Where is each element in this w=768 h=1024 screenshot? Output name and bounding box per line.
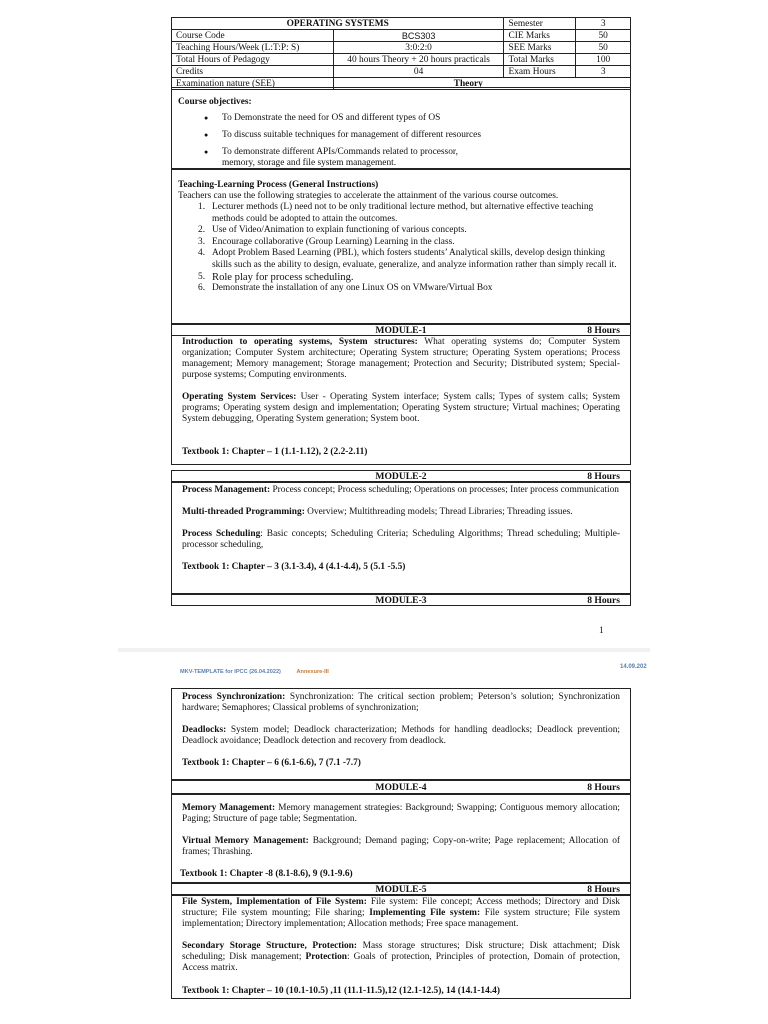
topic-text: What operating systems do; Computer System organization; Computer System architecture; Operating System structure; Operating System operations; Process management; Memory management; Storage management; Protection and Security; Distributed system; Special-purpose systems; Computing environments. xyxy=(182,337,620,380)
row-right-label: Exam Hours xyxy=(504,66,576,78)
row-label: Total Hours of Pedagogy xyxy=(172,54,334,66)
list-item: ● To Demonstrate the need for OS and different types of OS xyxy=(178,113,624,124)
module-hours: 8 Hours xyxy=(587,782,620,793)
topic-heading: Multi-threaded Programming: xyxy=(182,507,305,517)
objectives-title: Course objectives: xyxy=(178,97,252,107)
list-item xyxy=(178,237,624,249)
item-number: 6. xyxy=(198,283,206,294)
row-label: Examination nature (SEE) xyxy=(172,78,334,90)
module-paragraph xyxy=(182,485,620,496)
module-paragraph xyxy=(182,337,620,381)
topic-heading: Process Synchronization: xyxy=(182,692,286,702)
teaching-title: Teaching-Learning Process (General Instructions) xyxy=(178,180,379,190)
topic-text: Memory management strategies: Background; Swapping; Contiguous memory allocation; Paging; Structure of page table; Segmentation. xyxy=(182,803,620,824)
revision-date: 14.09.202 xyxy=(620,664,647,670)
exam-nature-value: Theory xyxy=(453,78,483,89)
topic-text: System model; Deadlock characterization; Methods for handling deadlocks; Deadlock prevention; Deadlock avoidance; Deadlock detection and recovery from deadlock. xyxy=(182,725,620,746)
module-paragraph xyxy=(182,836,620,858)
module-2-body xyxy=(171,482,631,594)
topic-heading: Operating System Services: xyxy=(182,392,297,402)
row-right-value: 50 xyxy=(576,30,631,42)
textbook-reference: Textbook 1: Chapter – 1 (1.1-1.12), 2 (2.2-2.11) xyxy=(182,447,368,457)
teaching-learning-box xyxy=(171,169,631,324)
item-number: 2. xyxy=(198,225,206,236)
module-paragraph xyxy=(182,725,620,747)
module-paragraph xyxy=(182,392,620,425)
row-right-value: 3 xyxy=(576,66,631,78)
objective-line: memory, storage and file system management. xyxy=(222,158,397,168)
textbook-reference: Textbook 1: Chapter -8 (8.1-8.6), 9 (9.1-9.6) xyxy=(180,869,353,879)
objective-line: To demonstrate different APIs/Commands related to processor, xyxy=(222,147,458,157)
list-item xyxy=(178,225,624,237)
textbook-reference: Textbook 1: Chapter – 10 (10.1-10.5) ,11 (11.1-11.5),12 (12.1-12.5), 14 (14.1-14.4) xyxy=(182,986,500,996)
item-number: 1. xyxy=(198,202,206,212)
topic-text: : Goals of protection, Principles of protection, Domain of protection, Access matrix. xyxy=(182,952,620,973)
row-right-label: SEE Marks xyxy=(504,42,576,54)
row-value: 3:0:2:0 xyxy=(333,42,504,54)
textbook-reference: Textbook 1: Chapter – 6 (6.1-6.6), 7 (7.1 -7.7) xyxy=(182,758,361,768)
row-label: Course Code xyxy=(172,30,334,42)
topic-heading: Protection xyxy=(305,952,348,962)
teaching-list xyxy=(178,202,624,295)
module-paragraph xyxy=(182,507,620,518)
module-title: MODULE-4 xyxy=(375,782,427,793)
list-item: ● To discuss suitable techniques for management of different resources xyxy=(178,130,624,141)
item-text: Adopt Problem Based Learning (PBL), which fosters students’ Analytical skills, develop design thinking skills such as the ability to design, evaluate, generalize, and analyze information rather than simply recall it. xyxy=(212,248,617,270)
topic-text: User - Operating System interface; System calls; Types of system calls; System programs; Operating system design and implementation; Operating System structure; Virtual machines; Operating System debugging, Operating System generation; System boot. xyxy=(182,392,621,424)
page-break xyxy=(118,648,650,652)
module-2-header xyxy=(171,470,631,482)
module-title: MODULE-1 xyxy=(375,325,427,336)
topic-text: File system: File concept; Access methods; Directory and Disk structure; File system mounting; File sharing; xyxy=(182,897,620,918)
list-item xyxy=(178,283,624,295)
module-paragraph xyxy=(182,692,620,714)
topic-heading: Memory Management: xyxy=(182,803,276,813)
course-objectives-box xyxy=(171,87,631,169)
row-right-label: CIE Marks xyxy=(504,30,576,42)
page-number: 1 xyxy=(599,626,604,636)
row-value: 04 xyxy=(333,66,504,78)
module-hours: 8 Hours xyxy=(587,471,620,482)
template-name: MKV-TEMPLATE for IPCC (26.04.2022) xyxy=(180,669,281,675)
module-4-header xyxy=(171,780,631,794)
module-paragraph xyxy=(182,941,620,974)
topic-heading: Process Management: xyxy=(182,485,271,495)
module-3-header xyxy=(171,594,631,606)
course-title: OPERATING SYSTEMS xyxy=(172,18,504,30)
topic-text: : Basic concepts; Scheduling Criteria; Scheduling Algorithms; Thread scheduling; Multiple-processor scheduling, xyxy=(182,529,620,550)
annexure-label: Annexure-III xyxy=(296,669,329,675)
row-right-label: Total Marks xyxy=(504,54,576,66)
objectives-list xyxy=(178,113,624,169)
topic-text: Background; Demand paging; Copy-on-write; Page replacement; Allocation of frames; Thrashing. xyxy=(182,836,621,857)
topic-heading: File System, Implementation of File System: xyxy=(182,897,367,907)
list-item xyxy=(178,272,624,284)
topic-heading: Process Scheduling xyxy=(182,529,261,539)
topic-heading: Implementing File system: xyxy=(369,908,481,918)
template-label xyxy=(180,669,329,675)
module-title: MODULE-5 xyxy=(375,884,427,895)
row-right-value: 50 xyxy=(576,42,631,54)
row-value: BCS303 xyxy=(333,30,504,42)
textbook-reference: Textbook 1: Chapter – 3 (3.1-3.4), 4 (4.1-4.4), 5 (5.1 -5.5) xyxy=(182,562,406,572)
item-text: Demonstrate the installation of any one Linux OS on VMware/Virtual Box xyxy=(212,283,493,294)
module-5-body xyxy=(171,895,631,999)
module-1-body xyxy=(171,335,631,465)
item-text: Use of Video/Animation to explain functioning of various concepts. xyxy=(212,225,467,236)
topic-text: Process concept; Process scheduling; Operations on processes; Inter process communication xyxy=(270,485,619,495)
topic-text: Synchronization: The critical section problem; Peterson’s solution; Synchronization hardware; Semaphores; Classical problems of synchronization; xyxy=(182,692,620,713)
module-paragraph xyxy=(182,529,620,551)
module-3-body xyxy=(171,688,631,780)
row-value: 40 hours Theory + 20 hours practicals xyxy=(333,54,504,66)
topic-text: Mass storage structures; Disk structure; Disk attachment; Disk scheduling; Disk management; xyxy=(182,941,620,962)
module-5-header xyxy=(171,883,631,895)
teaching-intro: Teachers can use the following strategies to accelerate the attainment of the various course outcomes. xyxy=(178,191,559,201)
semester-label: Semester xyxy=(504,18,576,30)
semester-value: 3 xyxy=(576,18,631,30)
row-right-value: 100 xyxy=(576,54,631,66)
module-4-body xyxy=(171,794,631,883)
module-title: MODULE-3 xyxy=(375,595,427,606)
list-item xyxy=(178,248,624,271)
module-hours: 8 Hours xyxy=(587,325,620,336)
row-label: Teaching Hours/Week (L:T:P: S) xyxy=(172,42,334,54)
module-hours: 8 Hours xyxy=(587,884,620,895)
list-item-continued xyxy=(178,158,624,169)
topic-heading: Deadlocks: xyxy=(182,725,227,735)
item-number: 3. xyxy=(198,236,206,247)
item-number: 5. xyxy=(198,271,206,282)
topic-text: Overview; Multithreading models; Thread Libraries; Threading issues. xyxy=(304,507,573,517)
topic-heading: Secondary Storage Structure, Protection: xyxy=(182,941,358,951)
module-paragraph xyxy=(182,897,620,930)
course-info-table xyxy=(171,17,631,90)
list-item xyxy=(178,202,624,225)
item-text: Lecturer methods (L) need not to be only traditional lecture method, but alternative effective teaching methods could be adopted to attain the outcomes. xyxy=(212,202,594,224)
module-paragraph xyxy=(182,803,620,825)
topic-heading: Virtual Memory Management: xyxy=(182,836,309,846)
item-text: Encourage collaborative (Group Learning) Learning in the class. xyxy=(212,236,455,247)
item-number: 4. xyxy=(198,248,206,259)
topic-text: File system structure; File system implementation; Directory implementation; Allocation methods; Free space management. xyxy=(182,908,620,929)
topic-heading: Introduction to operating systems, System structures: xyxy=(182,337,418,347)
item-text: Role play for process scheduling. xyxy=(212,271,354,283)
list-item xyxy=(178,147,624,158)
row-label: Credits xyxy=(172,66,334,78)
module-title: MODULE-2 xyxy=(375,471,427,482)
module-hours: 8 Hours xyxy=(587,595,620,606)
